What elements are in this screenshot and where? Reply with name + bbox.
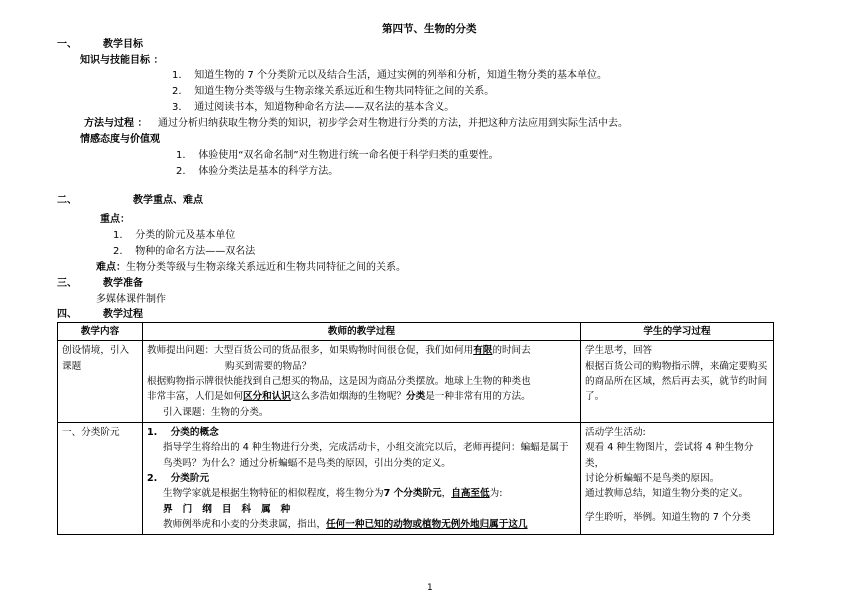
section1-heading: 教学目标: [103, 39, 143, 50]
emphasis-text: 有限: [473, 345, 493, 357]
subheading: 1. 分类的概念: [147, 427, 219, 439]
table-row: [58, 341, 774, 423]
section1-number: 一、: [57, 39, 77, 50]
key-point-item: 2. 物种的命名方法——双名法: [113, 246, 256, 257]
attitude-item: 1. 体验使用“双名命名制”对生物进行统一命名便于科学归类的重要性。: [176, 150, 499, 161]
row2-paragraph: 指导学生将给出的 4 种生物进行分类，完成活动卡，小组交流完以后，老师再提问：蝙蝠是属于鸟类吗？为什么？通过分析蝙蝠不是鸟类的原因，引出分类的定义。: [163, 442, 569, 469]
knowledge-label: 知识与技能目标 ：: [80, 55, 164, 66]
section3-heading: 教学准备: [103, 278, 143, 289]
row1-teacher-line: 根据购物指示牌很快能找到自己想买的物品，这是因为商品分类摆放。地球上生物的种类也: [147, 376, 531, 388]
method-text: 通过分析归纳获取生物分类的知识，初步学会对生物进行分类的方法，并把这种方法应用到实际生活中去。: [158, 118, 628, 129]
section4-number: 四、: [57, 309, 77, 320]
row1-student-line: 根据百货公司的购物指示牌，来确定要购买的商品所在区域，然后再去买，就节约时间了。: [585, 360, 768, 403]
subheading: 2. 分类阶元: [147, 473, 210, 485]
row2-student-line: 观看 4 种生物图片，尝试将 4 种生物分类，: [585, 442, 754, 469]
attitude-item: 2. 体验分类法是基本的科学方法。: [176, 166, 339, 177]
col-header-teacher: 教师的教学过程: [143, 323, 581, 341]
emphasis-text: 任何一种已知的动物或植物无例外地归属于这几: [326, 519, 528, 531]
row2-student: [581, 423, 774, 535]
row1-content: 创设情境，引入课题: [58, 341, 143, 423]
prep-text: 多媒体课件制作: [96, 294, 166, 305]
col-header-content: 教学内容: [58, 323, 143, 341]
row2-paragraph: 生物学家就是根据生物特征的相似程度，将生物分为7 个分类阶元，自高至低为:: [163, 488, 503, 500]
difficulty-text: 生物分类等级与生物亲缘关系远近和生物共同特征之间的关系。: [126, 262, 406, 273]
row2-content: 一、分类阶元: [58, 423, 143, 535]
row2-paragraph: 教师例举虎和小麦的分类隶属，指出，任何一种已知的动物或植物无例外地归属于这几: [163, 519, 528, 531]
page-title: 第四节、生物的分类: [382, 23, 477, 35]
section4-heading: 教学过程: [103, 309, 143, 320]
row1-teacher: [143, 341, 581, 423]
knowledge-item: 1. 知道生物的 7 个分类阶元以及结合生活，通过实例的列举和分析，知道生物分类的基本单位。: [172, 70, 607, 81]
difficulty-label: 难点：: [96, 262, 126, 273]
row1-student: [581, 341, 774, 423]
row2-student-line: 讨论分析蝙蝠不是鸟类的原因。: [585, 473, 720, 485]
row1-teacher-line: 引入课题：生物的分类。: [163, 406, 269, 418]
method-label: 方法与过程 ：: [84, 118, 148, 129]
emphasis-text: 7 个分类阶元: [383, 488, 442, 500]
row2-teacher: [143, 423, 581, 535]
key-point-item: 1. 分类的阶元及基本单位: [113, 230, 236, 241]
teaching-process-table: [57, 322, 774, 535]
section2-heading: 教学重点、难点: [133, 195, 203, 206]
section3-number: 三、: [57, 278, 77, 289]
attitude-label: 情感态度与价值观: [80, 134, 160, 145]
row2-student-line: 通过教师总结，知道生物分类的定义。: [585, 488, 749, 500]
col-header-student: 学生的学习过程: [581, 323, 774, 341]
row2-student-line: 活动学生活动:: [585, 427, 646, 439]
emphasis-text: 自高至低: [451, 488, 490, 500]
taxonomy-ranks: 界 门 纲 目 科 属 种: [163, 503, 291, 515]
section2-number: 二、: [57, 195, 77, 206]
emphasis-text: 分类: [406, 391, 426, 403]
difficulty-line: [96, 261, 406, 275]
key-points-label: 重点：: [100, 214, 130, 225]
emphasis-text: 区分和认识: [242, 391, 291, 403]
page-number: 1: [427, 583, 433, 593]
row1-student-line: 学生思考，回答: [585, 345, 653, 357]
knowledge-item: 2. 知道生物分类等级与生物亲缘关系远近和生物共同特征之间的关系。: [172, 86, 495, 97]
row1-teacher-line: 非常丰富，人们是如何区分和认识这么多浩如烟海的生物呢？分类是一种非常有用的方法。: [147, 391, 531, 403]
row2-student-line: 学生聆听，举例。知道生物的 7 个分类: [585, 511, 751, 523]
row1-teacher-line: 购买到需要的物品？: [225, 360, 312, 372]
table-row: [58, 423, 774, 535]
row1-teacher-line: 教师提出问题：大型百货公司的货品很多，如果购物时间很仓促，我们如何用有限的时间去: [147, 345, 531, 357]
table-header-row: [58, 323, 774, 341]
knowledge-item: 3. 通过阅读书本，知道物种命名方法——双名法的基本含义。: [172, 102, 455, 113]
